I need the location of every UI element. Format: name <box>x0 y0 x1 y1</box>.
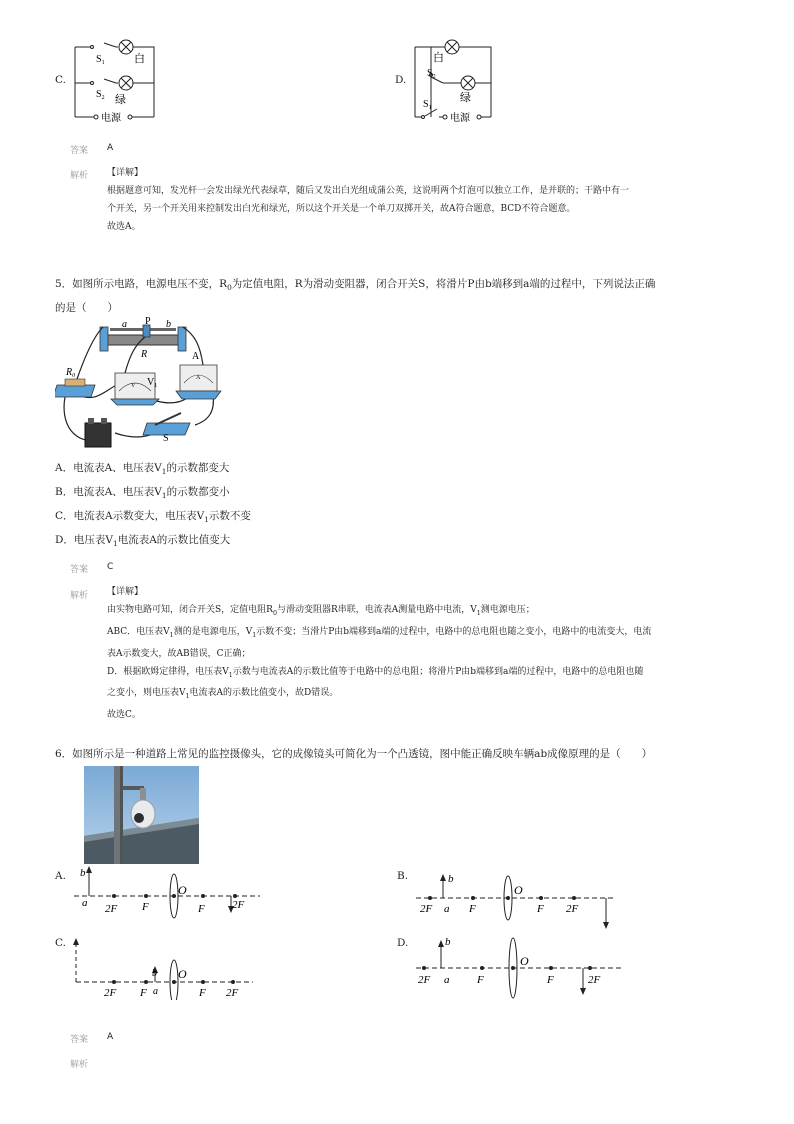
q5-option-c: C．电流表A示数变大，电压表$V_1$示数不变 <box>55 510 251 525</box>
q6-a-label-a: a <box>82 897 88 909</box>
q5-option-a: A．电流表A、电压表$V_1$的示数都变大 <box>55 462 230 477</box>
q6-diagram-b <box>410 860 620 932</box>
q4-c-lv-label: 绿 <box>115 94 126 106</box>
q5-option-b: B．电流表A、电压表$V_1$的示数都变小 <box>55 486 230 501</box>
svg-text:V: V <box>131 383 136 389</box>
q4-analysis-label: 解析 <box>70 171 89 181</box>
q5-fig-label-r0: $R_0$ <box>66 367 76 379</box>
q5-fig-label-s: S <box>163 433 169 444</box>
q5-option-d: D．电压表$V_1$电流表A的示数比值变大 <box>55 534 231 549</box>
q4-circuit-d <box>405 35 515 125</box>
q6-d-label-b: b <box>445 936 451 948</box>
q6-c-label-f-left: F <box>140 987 147 999</box>
q6-answer-value: A <box>107 1032 114 1042</box>
q6-option-d-label: D. <box>397 937 409 949</box>
q6-b-label-2f-right: 2F <box>566 903 579 915</box>
q5-answer-value: C <box>107 562 114 572</box>
q5-detail-line-4: D．根据欧姆定律得，电压表$V_1$示数与电流表A的示数比值等于电路中的总电阻；将滑片P由b端移到a端的过程中，电路中的总电阻也随 <box>107 666 644 679</box>
q6-a-label-o: O <box>178 883 187 897</box>
q4-detail-line-3: 故选A。 <box>107 222 141 232</box>
q5-detail-title: 【详解】 <box>107 587 144 597</box>
q4-d-power-label: 电源 <box>450 113 470 124</box>
q6-camera-photo <box>84 766 199 864</box>
q6-a-label-f-left: F <box>142 901 149 913</box>
q6-diagram-c <box>68 930 263 1000</box>
q5-analysis-label: 解析 <box>70 591 89 601</box>
q5-answer-label: 答案 <box>70 565 89 575</box>
q6-b-label-f-right: F <box>537 903 544 915</box>
q6-b-label-a: a <box>444 903 450 915</box>
q6-option-b-label: B. <box>397 870 409 882</box>
q6-c-label-a: a <box>153 986 158 997</box>
q4-option-c-label: C. <box>55 74 66 86</box>
q6-c-label-o: O <box>178 967 187 981</box>
q4-answer-label: 答案 <box>70 146 89 156</box>
q4-d-s1-label: $S_1$ <box>423 99 432 111</box>
q6-diagram-a <box>68 858 268 920</box>
q6-d-label-a: a <box>444 974 450 986</box>
q6-b-label-2f-left: 2F <box>420 903 433 915</box>
q5-detail-line-3: 表A示数变大，故AB错误，C正确； <box>107 648 251 659</box>
q5-circuit-figure <box>55 315 225 455</box>
q4-detail-line-1: 根据题意可知，发光杆一会发出绿光代表绿草，随后又发出白光组成蒲公英，这说明两个灯泡可以独立工作，是并联的；干路中有一 <box>107 186 630 196</box>
q4-d-s2-label: $S_2$ <box>427 68 436 80</box>
q4-detail-title: 【详解】 <box>107 168 144 178</box>
q5-options <box>55 458 251 554</box>
q5-detail <box>107 583 737 724</box>
q6-a-label-f-right: F <box>198 903 205 915</box>
q4-d-bai-label: 白 <box>433 52 444 64</box>
q5-fig-label-b: b <box>166 319 171 330</box>
q6-c-label-2f-right: 2F <box>226 987 239 999</box>
q6-c-label-2f-left: 2F <box>104 987 117 999</box>
q6-diagram-d <box>412 930 627 1002</box>
q4-c-s1-label: $S_1$ <box>96 54 105 66</box>
q6-d-label-o: O <box>520 954 529 968</box>
svg-text:A: A <box>196 375 201 381</box>
q6-answer-label: 答案 <box>70 1035 89 1045</box>
q6-d-label-f-left: F <box>477 974 484 986</box>
q5-detail-line-2: ABC．电压表$V_1$测的是电源电压，$V_1$示数不变；当滑片P由b端移到a端的过程中，电路中的总电阻也随之变小，电路中的电流变大，电流 <box>107 626 652 639</box>
q4-circuit-c <box>60 35 170 125</box>
q4-detail-line-2: 个开关，另一个开关用来控制发出白光和绿光，所以这个开关是一个单刀双掷开关，故A符合题意，BCD不符合题意。 <box>107 204 576 214</box>
q5-fig-label-ammeter: A <box>192 351 200 362</box>
q5-detail-line-5: 之变小，则电压表$V_1$电流表A的示数比值变小，故D错误。 <box>107 688 339 701</box>
q4-c-power-label: 电源 <box>101 113 121 124</box>
q4-d-lv-label: 绿 <box>460 92 471 104</box>
q6-a-label-2f-left: 2F <box>105 903 118 915</box>
q6-d-label-2f-right: 2F <box>588 974 601 986</box>
q6-d-label-2f-left: 2F <box>418 974 431 986</box>
q5-fig-label-r: R <box>141 349 148 360</box>
q5-fig-label-p: P <box>145 316 151 327</box>
q5-fig-label-a: a <box>122 319 127 330</box>
q5-fig-label-v1: $V_1$ <box>147 377 158 389</box>
q6-b-label-f-left: F <box>469 903 476 915</box>
q6-stem: 6．如图所示是一种道路上常见的监控摄像头，它的成像镜头可简化为一个凸透镜，图中能正确反映车辆ab成像原理的是（ ） <box>55 748 653 760</box>
q6-d-label-f-right: F <box>547 974 554 986</box>
q6-analysis-label: 解析 <box>70 1060 89 1070</box>
q6-c-label-b: b <box>152 968 157 979</box>
q6-c-label-f-right: F <box>199 987 206 999</box>
q5-detail-line-1: 由实物电路可知，闭合开关S，定值电阻$R_0$与滑动变阻器R串联，电流表A测量电路中电流，$V_1$测电源电压； <box>107 605 535 617</box>
q6-b-label-b: b <box>448 873 454 885</box>
q6-a-label-2f-right: 2F <box>232 899 245 911</box>
q5-detail-line-6: 故选C。 <box>107 710 141 721</box>
q4-detail <box>107 164 737 236</box>
q4-option-d-label: D. <box>395 74 407 86</box>
q6-a-label-b: b <box>80 867 86 879</box>
q6-b-label-o: O <box>514 883 523 897</box>
q6-option-a-label: A. <box>55 870 66 882</box>
q4-answer-value: A <box>107 143 114 153</box>
q4-c-bai-label: 白 <box>134 53 145 65</box>
q6-option-c-label: C. <box>55 937 66 949</box>
q4-c-s2-label: $S_2$ <box>96 89 105 101</box>
q5-stem: 5．如图所示电路，电源电压不变，$R_0$为定值电阻，R为滑动变阻器，闭合开关S，将滑片P由b端移到a端的过程中，下列说法正确 的是（ ） <box>55 278 656 315</box>
